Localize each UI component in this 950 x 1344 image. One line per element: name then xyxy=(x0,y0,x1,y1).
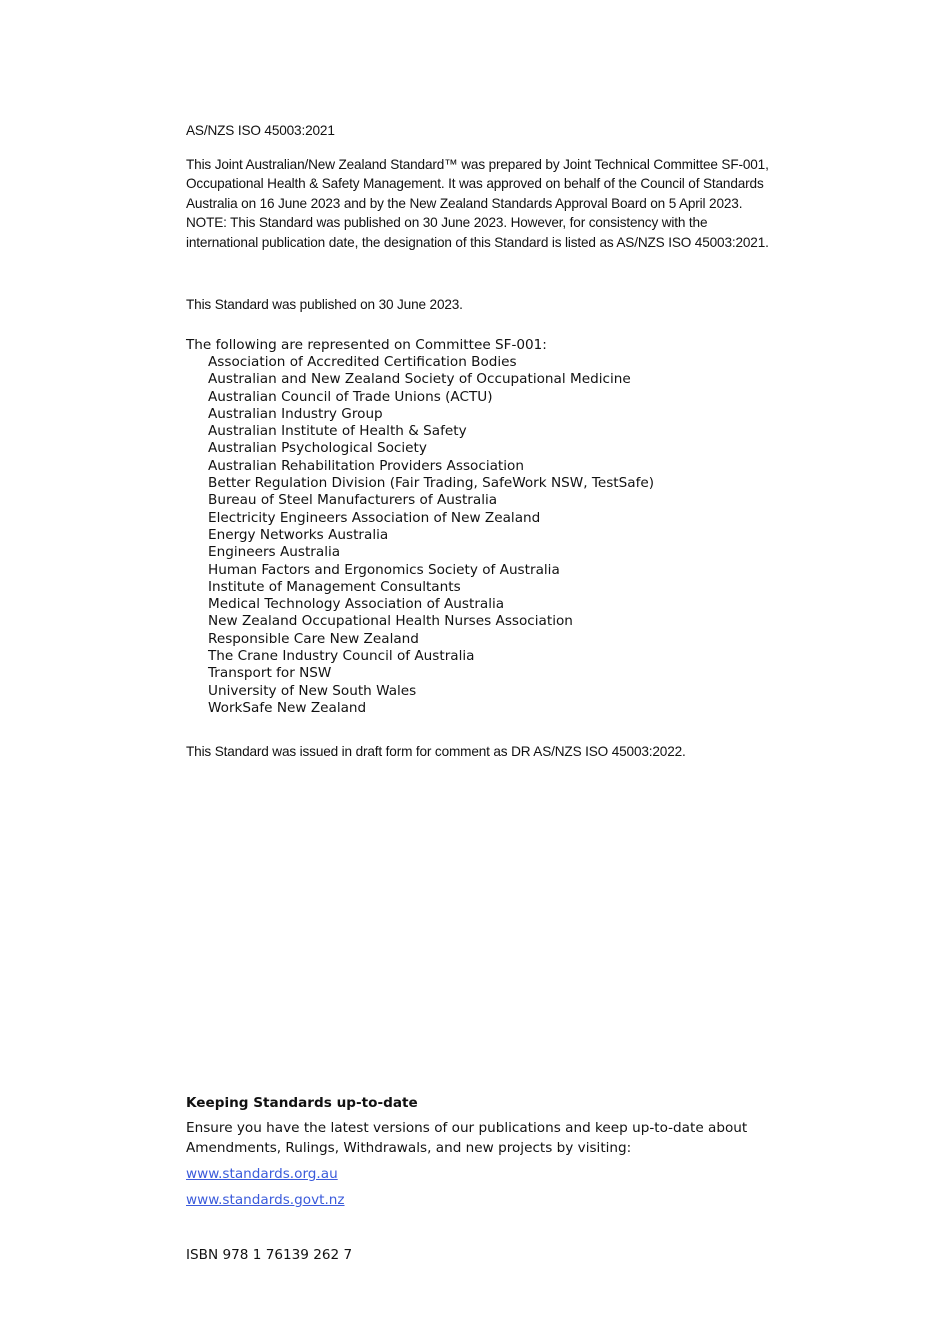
committee-member: Australian Institute of Health & Safety xyxy=(208,423,467,440)
published-statement: This Standard was published on 30 June 2023. xyxy=(186,297,463,312)
draft-statement: This Standard was issued in draft form for comment as DR AS/NZS ISO 45003:2022. xyxy=(186,744,686,759)
preparation-block xyxy=(186,155,776,252)
committee-member: Transport for NSW xyxy=(208,665,332,682)
committee-section xyxy=(186,336,776,717)
committee-member: Energy Networks Australia xyxy=(208,526,389,543)
committee-member: Responsible Care New Zealand xyxy=(208,630,419,647)
standards-australia-link[interactable]: www.standards.org.au xyxy=(186,1166,338,1182)
committee-member: Association of Accredited Certification Bodies xyxy=(208,354,517,370)
committee-member: Australian Council of Trade Unions (ACTU) xyxy=(208,388,493,405)
committee-member: Bureau of Steel Manufacturers of Australia xyxy=(208,492,498,509)
committee-heading: The following are represented on Committee SF-001: xyxy=(186,337,547,353)
committee-member: Australian Psychological Society xyxy=(208,440,427,457)
committee-member: The Crane Industry Council of Australia xyxy=(208,648,475,665)
committee-member: Institute of Management Consultants xyxy=(208,578,461,595)
committee-member-list xyxy=(186,354,776,717)
committee-member: WorkSafe New Zealand xyxy=(208,699,367,716)
publication-note: NOTE: This Standard was published on 30 June 2023. However, for consistency with the international publication date, the designation of this Standard is listed as AS/NZS ISO 45003:2021. xyxy=(186,215,769,250)
committee-member: University of New South Wales xyxy=(208,682,417,699)
document-page xyxy=(186,0,776,1344)
committee-member: Better Regulation Division (Fair Trading, SafeWork NSW, TestSafe) xyxy=(208,475,655,492)
standard-designation: AS/NZS ISO 45003:2021 xyxy=(186,123,335,138)
committee-member: Human Factors and Ergonomics Society of Australia xyxy=(208,561,560,578)
committee-member: Australian Industry Group xyxy=(208,405,383,422)
isbn: ISBN 978 1 76139 262 7 xyxy=(186,1247,353,1263)
committee-member: Medical Technology Association of Australia xyxy=(208,596,505,613)
keeping-up-to-date-section xyxy=(186,1094,776,1209)
committee-member: Australian Rehabilitation Providers Association xyxy=(208,457,524,474)
standards-nz-link[interactable]: www.standards.govt.nz xyxy=(186,1192,345,1208)
preparation-paragraph: This Joint Australian/New Zealand Standard™ was prepared by Joint Technical Committee SF-001, Occupational Health & Safety Management. It was approved on behalf of the Council of Standards Australia on 16 June 2023 and by the New Zealand Standards Approval Board on 5 April 2023. xyxy=(186,157,769,211)
committee-member: Engineers Australia xyxy=(208,544,341,561)
committee-member: New Zealand Occupational Health Nurses Association xyxy=(208,613,573,630)
keeping-body: Ensure you have the latest versions of our publications and keep up-to-date about Amendments, Rulings, Withdrawals, and new projects by visiting: xyxy=(186,1120,748,1156)
keeping-title: Keeping Standards up-to-date xyxy=(186,1095,418,1111)
committee-member: Electricity Engineers Association of New Zealand xyxy=(208,509,541,526)
committee-member: Australian and New Zealand Society of Occupational Medicine xyxy=(208,371,631,388)
